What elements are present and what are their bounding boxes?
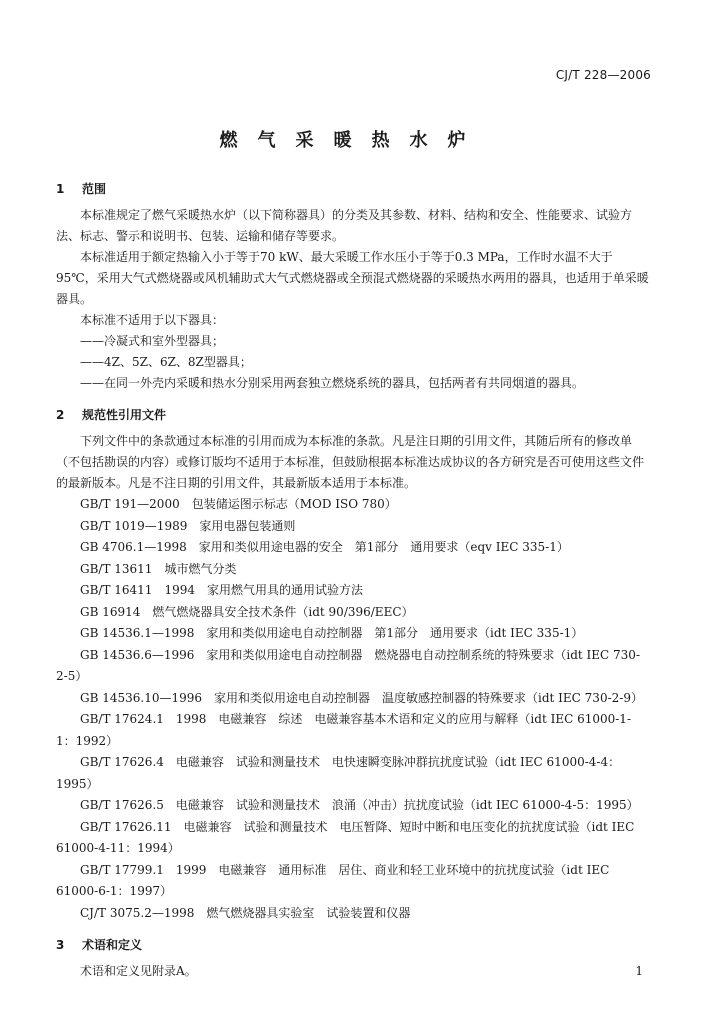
section-title: 规范性引用文件 [82,408,167,422]
section-heading [56,936,650,953]
reference-item: GB 4706.1—1998 家用和类似用途电器的安全 第1部分 通用要求（eqv IEC 335-1） [80,540,569,554]
reference-item: CJ/T 3075.2—1998 燃气燃烧器具实验室 试验装置和仪器 [80,905,411,920]
paragraph: 本标准不适用于以下器具： [80,313,225,327]
section-title: 范围 [82,182,107,196]
list-item: ——冷凝式和室外型器具； [80,334,225,348]
reference-item: GB 16914 燃气燃烧器具安全技术条件（idt 90/396/EEC） [80,604,414,619]
reference-item: GB/T 1019—1989 家用电器包装通则 [80,518,296,533]
section-number: 1 [56,182,65,196]
page-number: 1 [635,964,643,978]
section-scope [56,180,650,394]
document-title: 燃气采暖热水炉 [219,130,486,151]
paragraph: 术语和定义见附录A。 [80,964,197,978]
paragraph: 本标准规定了燃气采暖热水炉（以下简称器具）的分类及其参数、材料、结构和安全、性能要求、试验方法、标志、警示和说明书、包装、运输和储存等要求。 [56,208,633,243]
reference-item: GB/T 17626.5 电磁兼容 试验和测量技术 浪涌（冲击）抗扰度试验（idt IEC 61000-4-5：1995） [80,798,639,812]
section-terms-and-definitions [56,936,650,982]
reference-item: GB/T 13611 城市燃气分类 [80,561,237,576]
section-number: 2 [56,408,65,422]
reference-item: GB 14536.10—1996 家用和类似用途电自动控制器 温度敏感控制器的特殊要求（idt IEC 730-2-9） [80,690,643,705]
section-title: 术语和定义 [82,938,143,952]
section-heading [56,180,650,197]
paragraph: 本标准适用于额定热输入小于等于70 kW、最大采暖工作水压小于等于0.3 MPa，工作时水温不大于95℃，采用大气式燃烧器或风机辅助式大气式燃烧器或全预混式燃烧器的采暖热水两用的器具，也适用于单采暖器具。 [56,250,649,306]
standard-code: CJ/T 228—2006 [555,68,651,82]
reference-item: GB 14536.1—1998 家用和类似用途电自动控制器 第1部分 通用要求（idt IEC 335-1） [80,626,584,640]
reference-item: GB/T 17799.1 1999 电磁兼容 通用标准 居住、商业和轻工业环境中的抗扰度试验（idt IEC 61000-6-1：1997） [56,862,610,898]
reference-item: GB/T 17626.4 电磁兼容 试验和测量技术 电快速瞬变脉冲群抗扰度试验（idt IEC 61000-4-4：1995） [56,755,621,791]
section-heading [56,406,650,423]
paragraph: 下列文件中的条款通过本标准的引用而成为本标准的条款。凡是注日期的引用文件，其随后所有的修改单（不包括勘误的内容）或修订版均不适用于本标准，但鼓励根据本标准达成协议的各方研究是否可使用这些文件的最新版本。凡是不注日期的引用文件，其最新版本适用于本标准。 [56,434,645,490]
reference-item: GB 14536.6—1996 家用和类似用途电自动控制器 燃烧器电自动控制系统的特殊要求（idt IEC 730-2-5） [56,647,640,683]
section-normative-references [56,406,650,924]
list-item: ——在同一外壳内采暖和热水分别采用两套独立燃烧系统的器具，包括两者有共同烟道的器具。 [80,376,585,390]
reference-item: GB/T 17626.11 电磁兼容 试验和测量技术 电压暂降、短时中断和电压变化的抗扰度试验（idt IEC 61000-4-11：1994） [56,819,635,855]
list-item: ——4Z、5Z、6Z、8Z型器具； [80,355,252,369]
document-body [56,180,650,994]
reference-item: GB/T 191—2000 包装储运图示标志（MOD ISO 780） [80,497,397,511]
section-number: 3 [56,938,65,952]
reference-item: GB/T 16411 1994 家用燃气用具的通用试验方法 [80,583,363,597]
reference-item: GB/T 17624.1 1998 电磁兼容 综述 电磁兼容基本术语和定义的应用与解释（idt IEC 61000-1-1：1992） [56,712,632,748]
